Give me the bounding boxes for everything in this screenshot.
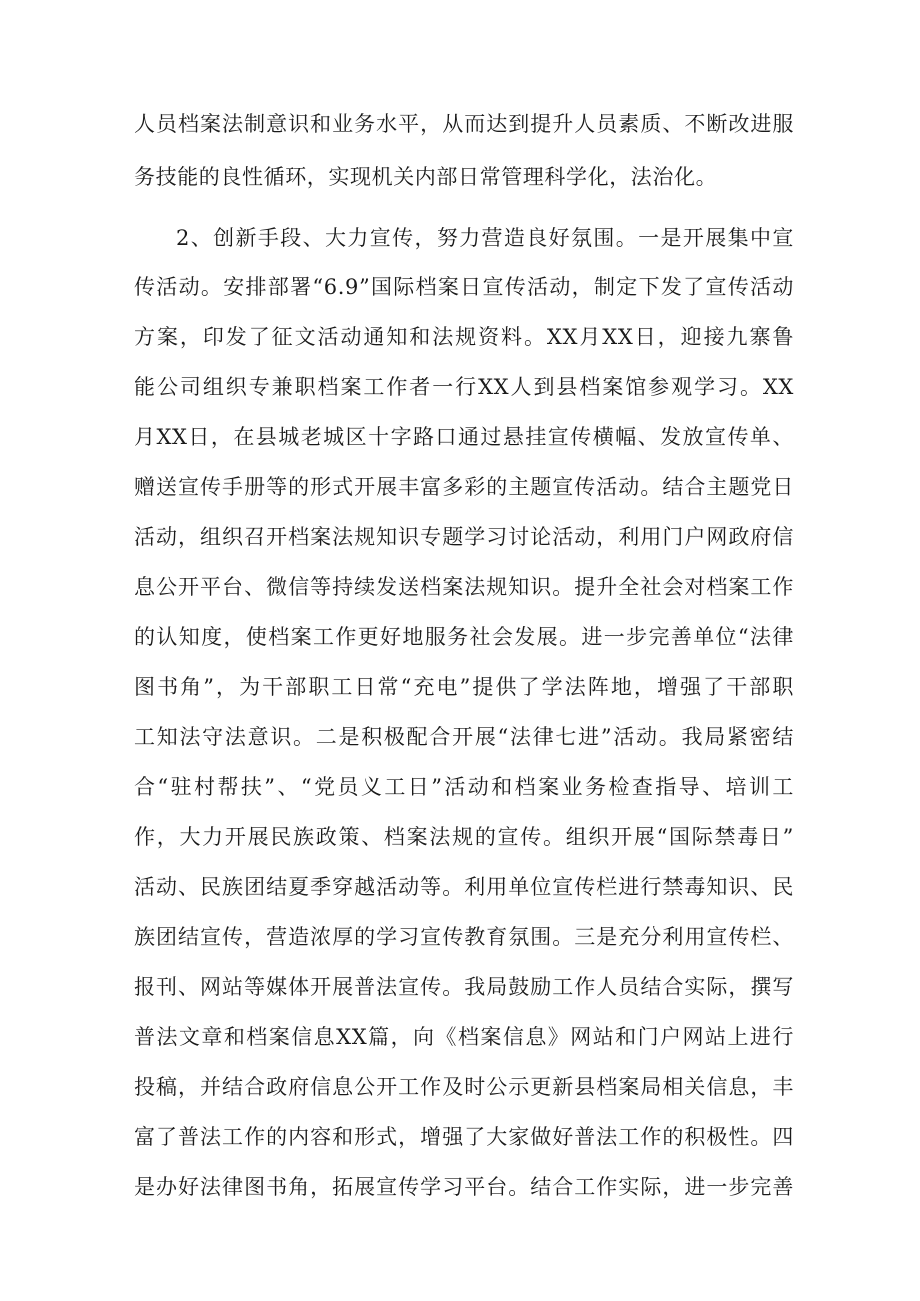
text-line: 报刊、网站等媒体开展普法宣传。我局鼓励工作人员结合实际，撰写 bbox=[134, 975, 794, 999]
text-line: 的认知度，使档案工作更好地服务社会发展。进一步完善单位“法律 bbox=[134, 625, 794, 649]
text-line: 传活动。安排部署“6.9”国际档案日宣传活动，制定下发了宣传活动 bbox=[134, 275, 794, 299]
text-line: 能公司组织专兼职档案工作者一行XX人到县档案馆参观学习。XX bbox=[134, 375, 794, 399]
text-line: 息公开平台、微信等持续发送档案法规知识。提升全社会对档案工作 bbox=[134, 575, 794, 599]
text-line: 富了普法工作的内容和形式，增强了大家做好普法工作的积极性。四 bbox=[134, 1125, 794, 1149]
text-line: 族团结宣传，营造浓厚的学习宣传教育氛围。三是充分利用宣传栏、 bbox=[134, 925, 794, 949]
paragraph-heading-line: 2、创新手段、大力宣传，努力营造良好氛围。一是开展集中宣 bbox=[176, 226, 794, 250]
text-line: 活动，组织召开档案法规知识专题学习讨论活动，利用门户网政府信 bbox=[134, 525, 794, 549]
text-line: 投稿，并结合政府信息公开工作及时公示更新县档案局相关信息，丰 bbox=[134, 1075, 794, 1099]
text-line: 是办好法律图书角，拓展宣传学习平台。结合工作实际，进一步完善 bbox=[134, 1175, 794, 1199]
text-line: 作，大力开展民族政策、档案法规的宣传。组织开展“国际禁毒日” bbox=[134, 825, 794, 849]
text-line: 合“驻村帮扶”、“党员义工日”活动和档案业务检查指导、培训工 bbox=[134, 775, 794, 799]
text-line: 务技能的良性循环，实现机关内部日常管理科学化，法治化。 bbox=[134, 165, 718, 189]
text-line: 图书角”，为干部职工日常“充电”提供了学法阵地，增强了干部职 bbox=[134, 675, 794, 699]
text-line: 活动、民族团结夏季穿越活动等。利用单位宣传栏进行禁毒知识、民 bbox=[134, 875, 794, 899]
text-line: 工知法守法意识。二是积极配合开展“法律七进”活动。我局紧密结 bbox=[134, 725, 794, 749]
text-line: 人员档案法制意识和业务水平，从而达到提升人员素质、不断改进服 bbox=[134, 112, 794, 136]
text-line: 月XX日，在县城老城区十字路口通过悬挂宣传横幅、发放宣传单、 bbox=[134, 425, 794, 449]
text-line: 赠送宣传手册等的形式开展丰富多彩的主题宣传活动。结合主题党日 bbox=[134, 475, 794, 499]
text-line: 普法文章和档案信息XX篇，向《档案信息》网站和门户网站上进行 bbox=[134, 1025, 794, 1049]
text-line: 方案，印发了征文活动通知和法规资料。XX月XX日，迎接九寨鲁 bbox=[134, 325, 794, 349]
